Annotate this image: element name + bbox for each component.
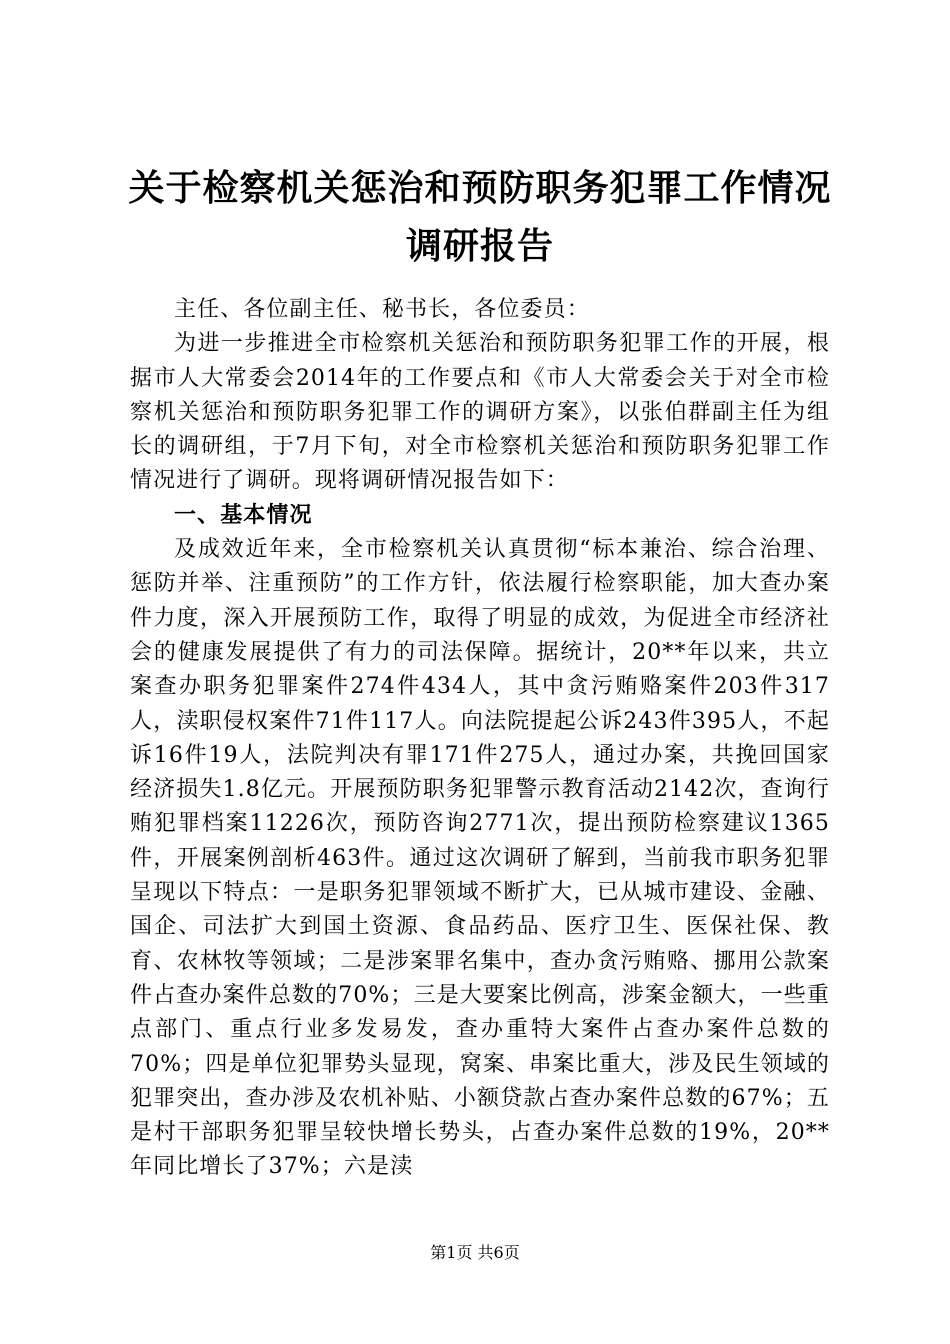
intro-paragraph: 为进一步推进全市检察机关惩治和预防职务犯罪工作的开展，根据市人大常委会2014年的工作要点和《市人大常委会关于对全市检察机关惩治和预防职务犯罪工作的调研方案》，以张伯群副主任为组长的调研组，于7月下旬，对全市检察机关惩治和预防职务犯罪工作情况进行了调研。现将调研情况报告如下： — [130, 331, 830, 494]
salutation: 主任、各位副主任、秘书长，各位委员： — [174, 297, 590, 322]
section-paragraph: 及成效近年来，全市检察机关认真贯彻“标本兼治、综合治理、惩防并举、注重预防”的工作方针，依法履行检察职能，加大查办案件力度，深入开展预防工作，取得了明显的成效，为促进全市经济社会的健康发展提供了有力的司法保障。据统计，20**年以来，共立案查办职务犯罪案件274件434人，其中贪污贿赂案件203件317人，渎职侵权案件71件117人。向法院提起公诉243件395人，不起诉16件19人，法院判决有罪171件275人，通过办案，共挽回国家经济损失1.8亿元。开展预防职务犯罪警示教育活动2142次，查询行贿犯罪档案11226次，预防咨询2771次，提出预防检察建议1365件，开展案例剖析463件。通过这次调研了解到，当前我市职务犯罪呈现以下特点：一是职务犯罪领域不断扩大，已从城市建设、金融、国企、司法扩大到国土资源、食品药品、医疗卫生、医保社保、教育、农林牧等领域；二是涉案罪名集中，查办贪污贿赂、挪用公款案件占查办案件总数的70%；三是大要案比例高，涉案金额大，一些重点部门、重点行业多发易发，查办重特大案件占查办案件总数的70%；四是单位犯罪势头显现，窝案、串案比重大，涉及民生领域的犯罪突出，查办涉及农机补贴、小额贷款占查办案件总数的67%；五是村干部职务犯罪呈较快增长势头，占查办案件总数的19%，20**年同比增长了37%；六是渎 — [130, 537, 830, 1180]
page-number: 第1页 共6页 — [430, 1243, 520, 1262]
document-body — [130, 293, 830, 1185]
section-heading: 一、基本情况 — [174, 502, 313, 528]
document-title: 关于检察机关惩治和预防职务犯罪工作情况调研报告 — [128, 168, 832, 267]
